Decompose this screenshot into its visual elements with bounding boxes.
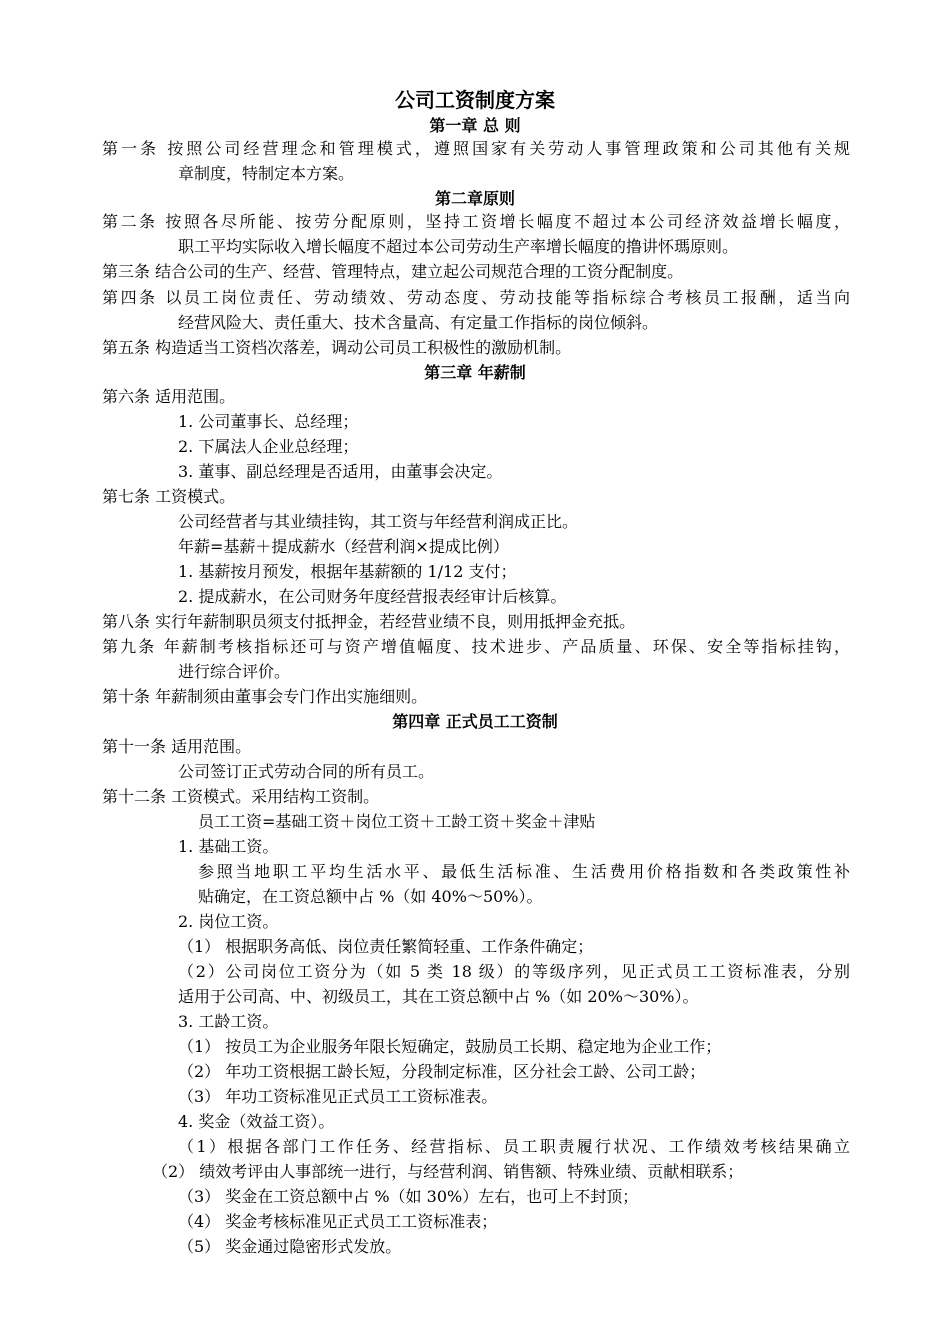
article-9-line-1: 第九条 年薪制考核指标还可与资产增值幅度、技术进步、产品质量、环保、安全等指标挂钩， xyxy=(102,637,850,656)
article-7-para-1: 公司经营者与其业绩挂钩，其工资与年经营利润成正比。 xyxy=(178,512,579,531)
article-11-para: 公司签订正式劳动合同的所有员工。 xyxy=(178,762,435,781)
section-2-item-2-line-1: （2）公司岗位工资分为（如 5 类 18 级）的等级序列，见正式员工工资标准表，分别 xyxy=(178,962,850,981)
section-4-item-3: （3） 奖金在工资总额中占 %（如 30%）左右，也可上不封顶； xyxy=(178,1187,639,1206)
section-1-line-2: 贴确定，在工资总额中占 %（如 40%～50%）。 xyxy=(198,887,543,906)
article-6: 第六条 适用范围。 xyxy=(102,387,236,406)
section-2-item-1: （1） 根据职务高低、岗位责任繁简轻重、工作条件确定； xyxy=(178,937,594,956)
article-11: 第十一条 适用范围。 xyxy=(102,737,252,756)
article-9-line-2: 进行综合评价。 xyxy=(178,662,291,681)
section-4-heading: 4. 奖金（效益工资）。 xyxy=(178,1112,335,1131)
chapter-2-heading: 第二章原则 xyxy=(434,189,515,208)
section-2-heading: 2. 岗位工资。 xyxy=(178,912,279,931)
article-2-line-2: 职工平均实际收入增长幅度不超过本公司劳动生产率增长幅度的撸讲怀瑪原则。 xyxy=(178,237,739,256)
article-7: 第七条 工资模式。 xyxy=(102,487,236,506)
article-2-line-1: 第二条 按照各尽所能、按劳分配原则，坚持工资增长幅度不超过本公司经济效益增长幅度， xyxy=(102,212,850,231)
article-1-line-2: 章制度，特制定本方案。 xyxy=(178,164,355,183)
article-7-item-1: 1. 基薪按月预发，根据年基薪额的 1/12 支付； xyxy=(178,562,517,581)
section-4-item-4: （4） 奖金考核标准见正式员工工资标准表； xyxy=(178,1212,498,1231)
chapter-4-heading: 第四章 正式员工工资制 xyxy=(392,712,558,731)
article-12-formula: 员工工资=基础工资＋岗位工资＋工龄工资＋奖金＋津贴 xyxy=(198,812,596,831)
chapter-1-heading: 第一章 总 则 xyxy=(429,116,521,135)
article-6-item-1: 1. 公司董事长、总经理； xyxy=(178,412,359,431)
section-1-line-1: 参照当地职工平均生活水平、最低生活标准、生活费用价格指数和各类政策性补 xyxy=(198,862,850,881)
article-4-line-2: 经营风险大、责任重大、技术含量高、有定量工作指标的岗位倾斜。 xyxy=(178,313,659,332)
article-7-item-2: 2. 提成薪水，在公司财务年度经营报表经审计后核算。 xyxy=(178,587,567,606)
section-3-item-1: （1） 按员工为企业服务年限长短确定，鼓励员工长期、稳定地为企业工作； xyxy=(178,1037,722,1056)
article-10: 第十条 年薪制须由董事会专门作出实施细则。 xyxy=(102,687,428,706)
article-4-line-1: 第四条 以员工岗位责任、劳动绩效、劳动态度、劳动技能等指标综合考核员工报酬，适当向 xyxy=(102,288,850,307)
section-3-heading: 3. 工龄工资。 xyxy=(178,1012,279,1031)
section-4-item-1: （1）根据各部门工作任务、经营指标、员工职责履行状况、工作绩效考核结果确立 xyxy=(178,1137,850,1156)
article-1-line-1: 第一条 按照公司经营理念和管理模式，遵照国家有关劳动人事管理政策和公司其他有关规 xyxy=(102,139,850,158)
article-6-item-3: 3. 董事、副总经理是否适用，由董事会决定。 xyxy=(178,462,503,481)
section-2-item-2-line-2: 适用于公司高、中、初级员工，其在工资总额中占 %（如 20%～30%）。 xyxy=(178,987,699,1006)
section-4-item-2: （2） 绩效考评由人事部统一进行，与经营利润、销售额、特殊业绩、贡献相联系； xyxy=(152,1162,744,1181)
section-3-item-3: （3） 年功工资标准见正式员工工资标准表。 xyxy=(178,1087,498,1106)
section-1-heading: 1. 基础工资。 xyxy=(178,837,279,856)
article-8: 第八条 实行年薪制职员须支付抵押金，若经营业绩不良，则用抵押金充抵。 xyxy=(102,612,636,631)
document-title: 公司工资制度方案 xyxy=(395,88,555,112)
chapter-3-heading: 第三章 年薪制 xyxy=(424,363,526,382)
article-12: 第十二条 工资模式。采用结构工资制。 xyxy=(102,787,380,806)
section-3-item-2: （2） 年功工资根据工龄长短，分段制定标准，区分社会工龄、公司工龄； xyxy=(178,1062,706,1081)
article-7-formula: 年薪=基薪＋提成薪水（经营利润×提成比例） xyxy=(178,537,509,556)
article-6-item-2: 2. 下属法人企业总经理； xyxy=(178,437,359,456)
section-4-item-5: （5） 奖金通过隐密形式发放。 xyxy=(178,1237,402,1256)
article-5: 第五条 构造适当工资档次落差，调动公司员工积极性的激励机制。 xyxy=(102,338,572,357)
article-3: 第三条 结合公司的生产、经营、管理特点，建立起公司规范合理的工资分配制度。 xyxy=(102,262,684,281)
